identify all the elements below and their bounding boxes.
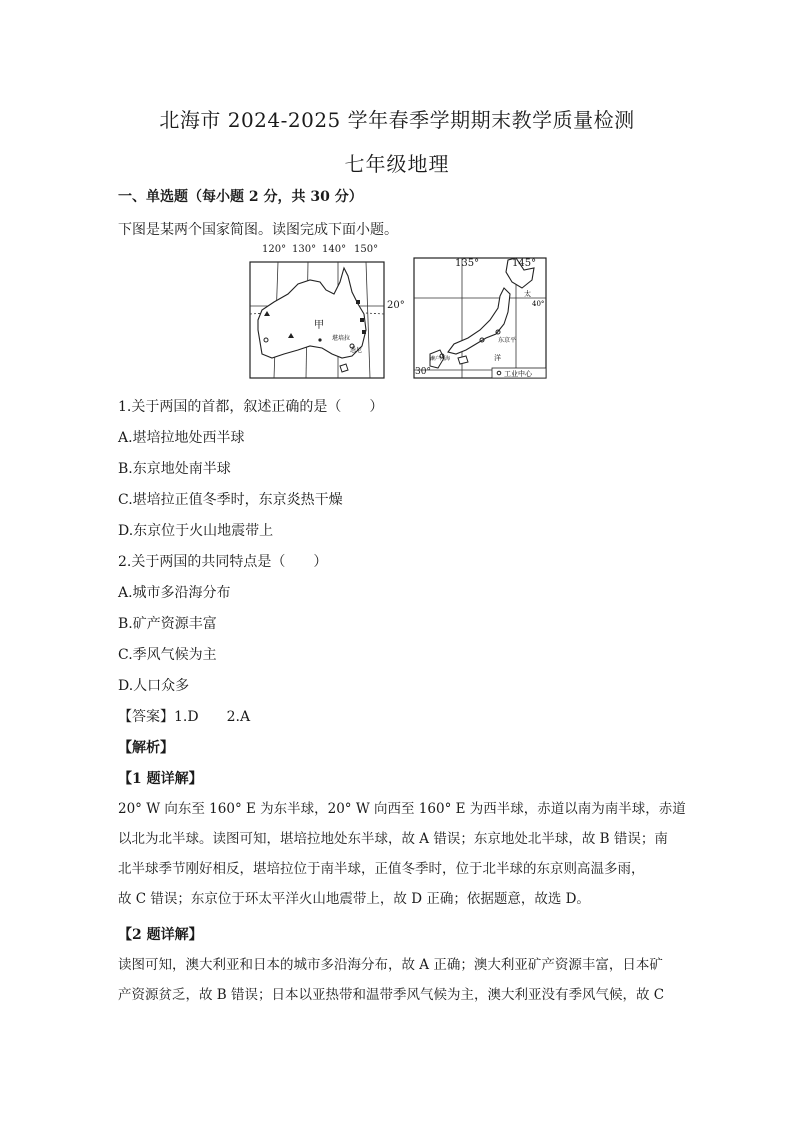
- section-heading: 一、单选题（每小题 2 分，共 30 分）: [118, 189, 363, 205]
- q2-option-c: C.季风气候为主: [118, 647, 217, 663]
- detail2-paragraph: [118, 950, 678, 1010]
- q1-option-b: B.东京地处南半球: [118, 461, 231, 477]
- ocean-label-2: 洋: [494, 354, 501, 362]
- detail1-line: 北半球季节刚好相反，堪培拉位于南半球，正值冬季时，位于北半球的东京则高温多雨，: [118, 861, 645, 877]
- detail1-line: 以北为北半球。读图可知，堪培拉地处东半球，故 A 错误；东京地处北半球，故 B 错误；南: [118, 831, 668, 847]
- analysis-heading: 【解析】: [118, 740, 174, 756]
- q1-option-d: D.东京位于火山地震带上: [118, 523, 274, 539]
- q1-stem: 1.关于两国的首都，叙述正确的是（ ）: [118, 399, 384, 415]
- country-label-jia: 甲: [314, 320, 324, 331]
- city-label-sydney: 悉尼: [350, 347, 363, 354]
- detail1-line: 故 C 错误；东京位于环太平洋火山地震带上，故 D 正确；依据题意，故选 D。: [118, 891, 590, 907]
- australia-map: [248, 254, 388, 380]
- lon-145-label: 145°: [512, 258, 537, 269]
- ocean-label-1: 太: [524, 290, 531, 298]
- lat-40-label: 40°: [532, 300, 545, 308]
- detail1-heading: 【1 题详解】: [118, 771, 203, 787]
- detail1-line: 20° W 向东至 160° E 为东半球，20° W 向西至 160° E 为西半球，赤道以南为南半球，赤道: [118, 801, 686, 817]
- city-label-canberra: 堪培拉: [332, 335, 351, 342]
- lat-30-label: 30°: [415, 367, 431, 377]
- q1-option-c: C.堪培拉正值冬季时，东京炎热干燥: [118, 492, 343, 508]
- japan-map: [412, 254, 548, 380]
- exam-page: 北海市 2024-2025 学年春季学期期末教学质量检测 七年级地理 一、单选题（每小题 2 分，共 30 分） 下图是某两个国家简图。读图完成下面小题。 甲 堪培拉 悉尼 120° 130° 140° 150° 20° 太 40° 东京平 洋 濑户内海 工业中心 135° 145° 30° 1.关于两国的首都，叙述正确的是（ ） A.堪培拉地处西半球 B.东京地处南半球 C.堪培拉正值冬季时，东京炎热干燥 D.东京位于火山地震带上 2.关于两国的共同特点是（ ） A.城市多沿海分布 B.矿产资源丰富 C.季风气候为主 D.人口众多 【答案】1.D 2.A 【解析】 【1 题详解】 20° W 向东至 160° E 为东半球，20° W 向西至 160° E 为西半球，赤道以南为南半球，赤道 以北为北半球。读图可知，堪培拉地处东半球，故 A 错误；东京地处北半球，故 B 错误；南 北半球季节刚好相反，堪培拉位于南半球，正值冬季时，位于北半球的东京则高温多雨， 故 C 错误；东京位于环太平洋火山地震带上，故 D 正确；依据题意，故选 D。 【2 题详解】 读图可知，澳大利亚和日本的城市多沿海分布，故 A 正确；澳大利亚矿产资源丰富，日本矿 产资源贫乏，故 B 错误；日本以亚热带和温带季风气候为主，澳大利亚没有季风气候，故 C: [0, 0, 794, 1123]
- intro-text: 下图是某两个国家简图。读图完成下面小题。: [118, 222, 398, 238]
- detail1-paragraph: [118, 794, 686, 914]
- q1-option-a: A.堪培拉地处西半球: [118, 430, 245, 446]
- page-subtitle: 七年级地理: [344, 152, 450, 176]
- latitude-label-left: 20°: [387, 300, 405, 311]
- q2-stem: 2.关于两国的共同特点是（ ）: [118, 554, 328, 570]
- city-label-setonaikai: 濑户内海: [430, 356, 451, 362]
- detail2-line: 产资源贫乏，故 B 错误；日本以亚热带和温带季风气候为主，澳大利亚没有季风气候，故 C: [118, 987, 665, 1003]
- page-title: 北海市 2024-2025 学年春季学期期末教学质量检测: [159, 108, 635, 132]
- lon-135-label: 135°: [455, 258, 480, 269]
- q2-option-a: A.城市多沿海分布: [118, 585, 231, 601]
- q2-option-b: B.矿产资源丰富: [118, 616, 217, 632]
- detail2-heading: 【2 题详解】: [118, 927, 203, 943]
- q2-option-d: D.人口众多: [118, 678, 190, 694]
- detail2-line: 读图可知，澳大利亚和日本的城市多沿海分布，故 A 正确；澳大利亚矿产资源丰富，日本矿: [118, 957, 663, 973]
- answer-line: 【答案】1.D 2.A: [118, 709, 251, 725]
- legend-label: 工业中心: [504, 370, 532, 378]
- ocean-label-3: 东京平: [498, 337, 517, 344]
